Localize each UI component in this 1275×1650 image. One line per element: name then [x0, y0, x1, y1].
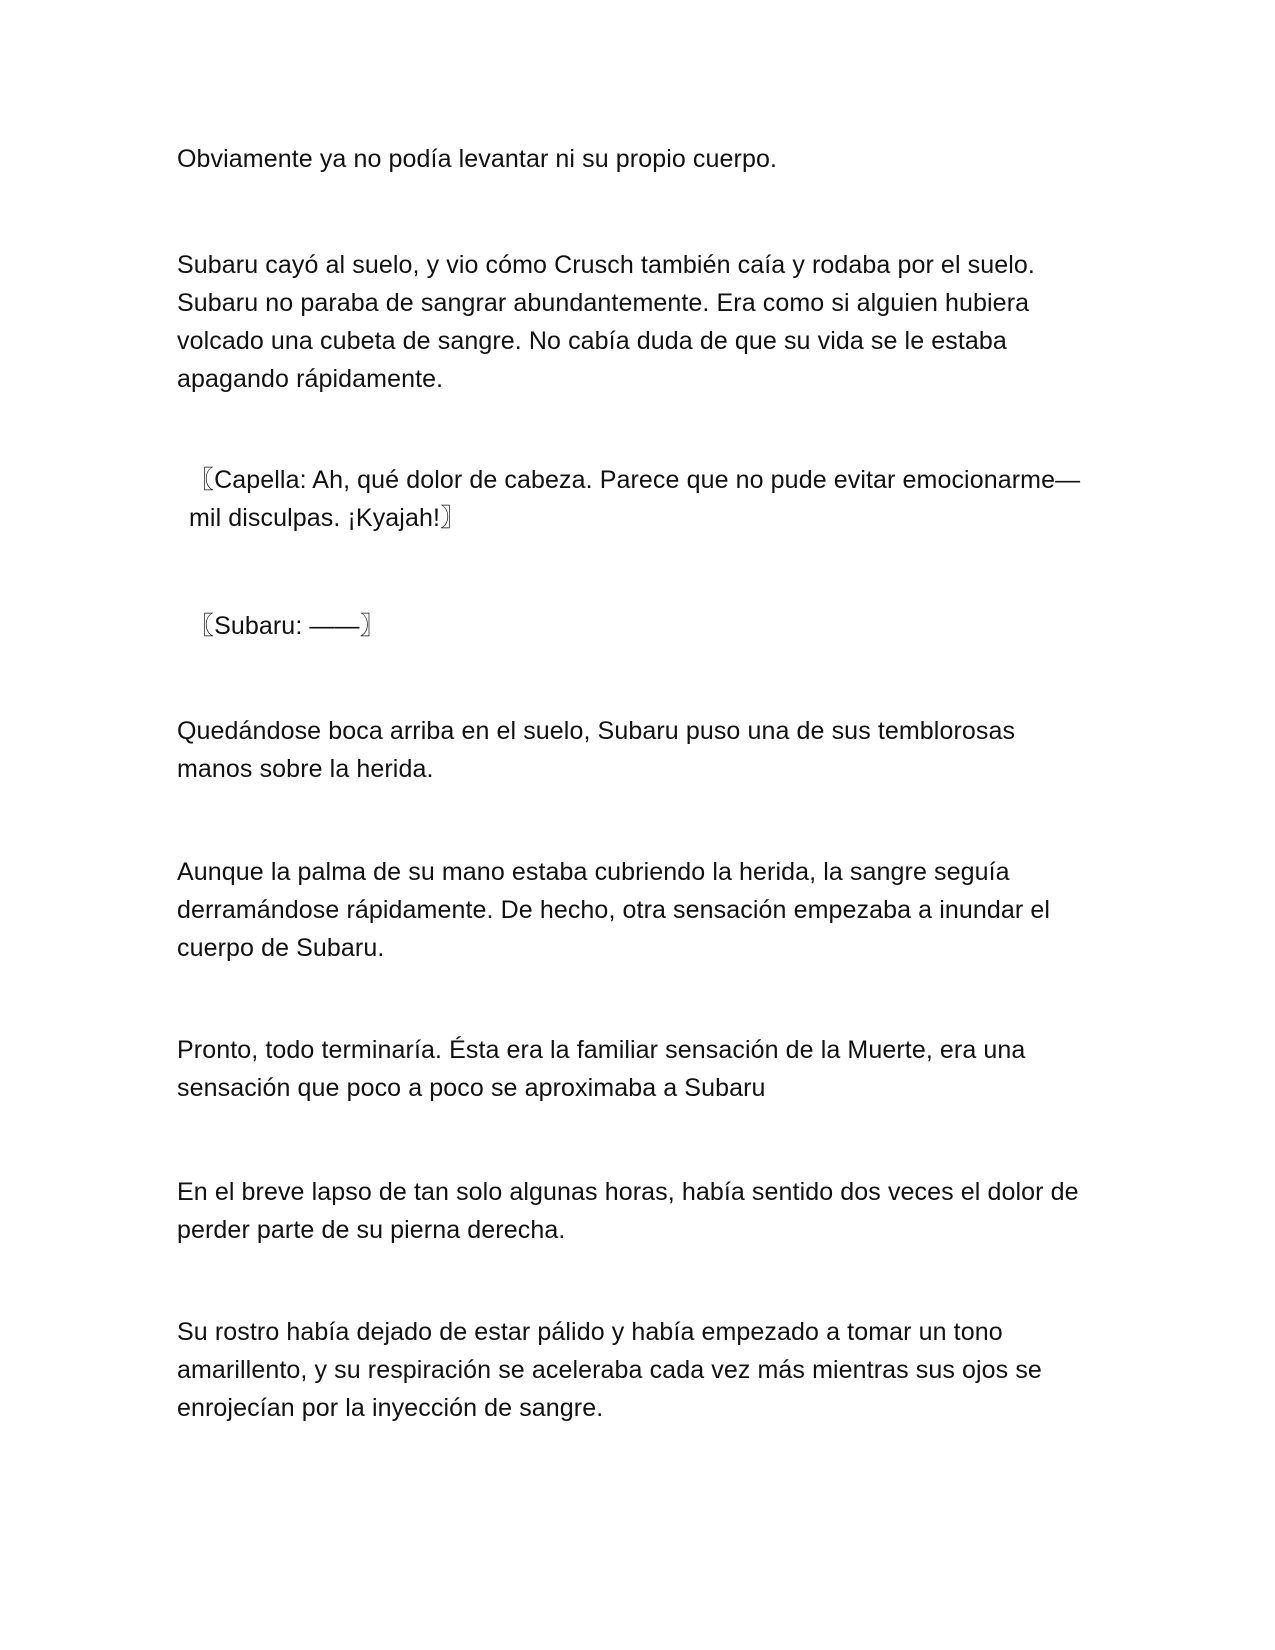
paragraph-2: Subaru cayó al suelo, y vio cómo Crusch también caía y rodaba por el suelo. Subaru no paraba de sangrar abundantemente. Era como si alguien hubiera volcado una cubeta de sangre. No cabía duda de que su vida se le estaba apagando rápidamente. [177, 251, 1035, 393]
dialogue-subaru: 〖Subaru: ——〗 [189, 612, 385, 640]
paragraph-3: Quedándose boca arriba en el suelo, Subaru puso una de sus temblorosas manos sobre la herida. [177, 717, 1016, 783]
dialogue-capella: 〖Capella: Ah, qué dolor de cabeza. Parece que no pude evitar emocionarme—mil disculpas. ¡Kyajah!〗 [189, 466, 1081, 532]
paragraph-4: Aunque la palma de su mano estaba cubriendo la herida, la sangre seguía derramándose rápidamente. De hecho, otra sensación empezaba a inundar el cuerpo de Subaru. [177, 858, 1051, 962]
paragraph-7: Su rostro había dejado de estar pálido y había empezado a tomar un tono amarillento, y su respiración se aceleraba cada vez más mientras sus ojos se enrojecían por la inyección de sangre. [177, 1318, 1042, 1422]
paragraph-5: Pronto, todo terminaría. Ésta era la familiar sensación de la Muerte, era una sensación que poco a poco se aproximaba a Subaru [177, 1036, 1026, 1102]
paragraph-1: Obviamente ya no podía levantar ni su propio cuerpo. [177, 145, 778, 173]
paragraph-6: En el breve lapso de tan solo algunas horas, había sentido dos veces el dolor de perder parte de su pierna derecha. [177, 1178, 1079, 1244]
